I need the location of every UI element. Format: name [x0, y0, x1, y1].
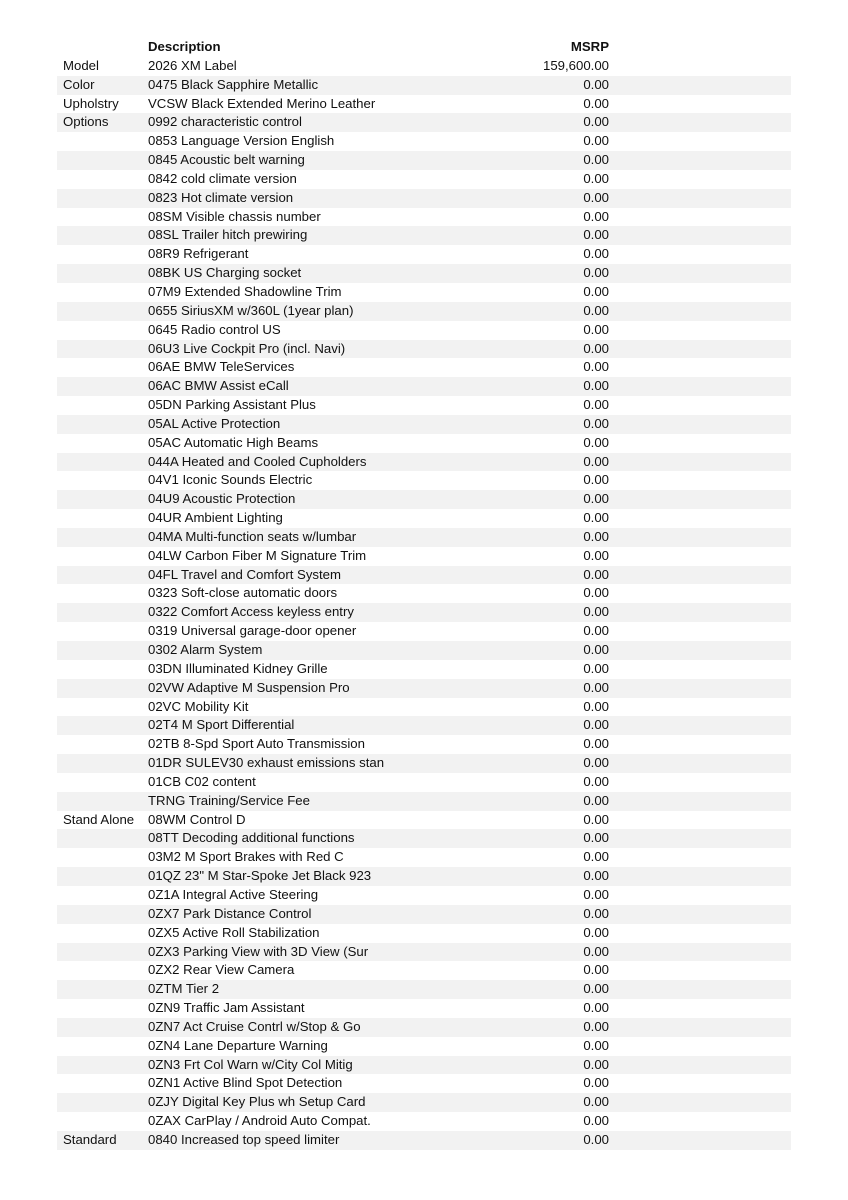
table-header — [57, 38, 791, 57]
table-row — [57, 396, 791, 415]
description-cell: 04V1 Iconic Sounds Electric — [148, 472, 313, 488]
table-row — [57, 283, 791, 302]
description-cell: 0845 Acoustic belt warning — [148, 152, 305, 168]
table-row — [57, 980, 791, 999]
price-sheet — [57, 38, 791, 1150]
msrp-cell: 0.00 — [583, 717, 609, 733]
msrp-cell: 0.00 — [583, 1018, 609, 1034]
description-cell: 0ZX2 Rear View Camera — [148, 962, 295, 978]
description-cell: 04MA Multi-function seats w/lumbar — [148, 528, 357, 544]
table-row — [57, 57, 791, 76]
description-cell: 0ZN1 Active Blind Spot Detection — [148, 1075, 343, 1091]
description-cell: 05DN Parking Assistant Plus — [148, 397, 316, 413]
description-cell: 0840 Increased top speed limiter — [148, 1131, 340, 1147]
msrp-cell: 0.00 — [583, 472, 609, 488]
description-cell: 0ZX3 Parking View with 3D View (Sur — [148, 943, 369, 959]
msrp-cell: 0.00 — [583, 528, 609, 544]
description-cell: 044A Heated and Cooled Cupholders — [148, 453, 367, 469]
category-cell: Options — [63, 114, 109, 130]
description-cell: 2026 XM Label — [148, 57, 237, 73]
table-row — [57, 151, 791, 170]
msrp-cell: 0.00 — [583, 566, 609, 582]
table-row — [57, 792, 791, 811]
category-cell: Color — [63, 76, 95, 92]
description-cell: 0322 Comfort Access keyless entry — [148, 604, 354, 620]
msrp-cell: 0.00 — [583, 114, 609, 130]
description-cell: 04UR Ambient Lighting — [148, 510, 283, 526]
table-row — [57, 340, 791, 359]
table-row — [57, 622, 791, 641]
description-cell: 0ZN7 Act Cruise Contrl w/Stop & Go — [148, 1018, 361, 1034]
table-row — [57, 698, 791, 717]
table-row — [57, 848, 791, 867]
description-cell: 0ZN4 Lane Departure Warning — [148, 1037, 328, 1053]
description-cell: 06U3 Live Cockpit Pro (incl. Navi) — [148, 340, 346, 356]
msrp-cell: 0.00 — [583, 491, 609, 507]
table-row — [57, 113, 791, 132]
msrp-cell: 0.00 — [583, 397, 609, 413]
description-cell: 0323 Soft-close automatic doors — [148, 585, 338, 601]
table-row — [57, 811, 791, 830]
msrp-cell: 0.00 — [583, 510, 609, 526]
msrp-cell: 0.00 — [583, 736, 609, 752]
table-row — [57, 999, 791, 1018]
description-cell: 02VC Mobility Kit — [148, 698, 249, 714]
table-row — [57, 1112, 791, 1131]
description-cell: 01QZ 23" M Star-Spoke Jet Black 923 — [148, 868, 372, 884]
table-row — [57, 1056, 791, 1075]
msrp-cell: 0.00 — [583, 886, 609, 902]
table-row — [57, 566, 791, 585]
description-cell: 0475 Black Sapphire Metallic — [148, 76, 319, 92]
msrp-cell: 0.00 — [583, 321, 609, 337]
table-row — [57, 905, 791, 924]
description-cell: TRNG Training/Service Fee — [148, 792, 310, 808]
msrp-cell: 0.00 — [583, 133, 609, 149]
description-cell: 08WM Control D — [148, 811, 246, 827]
msrp-cell: 0.00 — [583, 679, 609, 695]
table-row — [57, 453, 791, 472]
table-row — [57, 358, 791, 377]
description-cell: 08TT Decoding additional functions — [148, 830, 355, 846]
msrp-cell: 0.00 — [583, 604, 609, 620]
description-cell: 02VW Adaptive M Suspension Pro — [148, 679, 350, 695]
msrp-cell: 0.00 — [583, 302, 609, 318]
description-cell: 07M9 Extended Shadowline Trim — [148, 283, 342, 299]
msrp-cell: 0.00 — [583, 811, 609, 827]
msrp-cell: 0.00 — [583, 585, 609, 601]
description-cell: VCSW Black Extended Merino Leather — [148, 95, 376, 111]
description-cell: 04U9 Acoustic Protection — [148, 491, 296, 507]
table-row — [57, 226, 791, 245]
msrp-cell: 0.00 — [583, 189, 609, 205]
msrp-cell: 0.00 — [583, 1037, 609, 1053]
msrp-cell: 0.00 — [583, 208, 609, 224]
msrp-cell: 0.00 — [583, 1113, 609, 1129]
table-row — [57, 547, 791, 566]
category-cell: Stand Alone — [63, 811, 135, 827]
table-row — [57, 867, 791, 886]
table-row — [57, 132, 791, 151]
table-row — [57, 302, 791, 321]
category-cell: Model — [63, 57, 99, 73]
table-row — [57, 321, 791, 340]
table-row — [57, 1093, 791, 1112]
description-header: Description — [148, 39, 221, 54]
description-cell: 0ZTM Tier 2 — [148, 981, 220, 997]
description-cell: 03M2 M Sport Brakes with Red C — [148, 849, 344, 865]
table-row — [57, 95, 791, 114]
msrp-cell: 0.00 — [583, 170, 609, 186]
msrp-cell: 0.00 — [583, 227, 609, 243]
msrp-cell: 0.00 — [583, 905, 609, 921]
description-cell: 0Z1A Integral Active Steering — [148, 886, 319, 902]
description-cell: 05AL Active Protection — [148, 415, 281, 431]
description-cell: 08BK US Charging socket — [148, 265, 302, 281]
table-row — [57, 509, 791, 528]
category-cell: Upholstry — [63, 95, 119, 111]
description-cell: 02T4 M Sport Differential — [148, 717, 295, 733]
table-row — [57, 829, 791, 848]
msrp-cell: 0.00 — [583, 623, 609, 639]
description-cell: 0319 Universal garage-door opener — [148, 623, 357, 639]
msrp-cell: 0.00 — [583, 547, 609, 563]
table-body — [57, 57, 791, 1150]
description-cell: 06AC BMW Assist eCall — [148, 378, 289, 394]
description-cell: 01CB C02 content — [148, 773, 256, 789]
description-cell: 0ZAX CarPlay / Android Auto Compat. — [148, 1113, 371, 1129]
msrp-header: MSRP — [570, 39, 609, 54]
msrp-cell: 0.00 — [583, 453, 609, 469]
msrp-cell: 159,600.00 — [542, 57, 609, 73]
table-row — [57, 490, 791, 509]
msrp-cell: 0.00 — [583, 152, 609, 168]
table-row — [57, 377, 791, 396]
msrp-cell: 0.00 — [583, 962, 609, 978]
table-row — [57, 1131, 791, 1150]
description-cell: 03DN Illuminated Kidney Grille — [148, 660, 328, 676]
description-cell: 0823 Hot climate version — [148, 189, 294, 205]
table-row — [57, 208, 791, 227]
table-row — [57, 76, 791, 95]
msrp-cell: 0.00 — [583, 359, 609, 375]
msrp-cell: 0.00 — [583, 265, 609, 281]
table-row — [57, 603, 791, 622]
msrp-cell: 0.00 — [583, 792, 609, 808]
msrp-cell: 0.00 — [583, 340, 609, 356]
table-row — [57, 1018, 791, 1037]
table-row — [57, 924, 791, 943]
description-cell: 04FL Travel and Comfort System — [148, 566, 342, 582]
msrp-cell: 0.00 — [583, 434, 609, 450]
description-cell: 08R9 Refrigerant — [148, 246, 249, 262]
table-row — [57, 584, 791, 603]
description-cell: 0ZX7 Park Distance Control — [148, 905, 312, 921]
table-row — [57, 735, 791, 754]
table-row — [57, 943, 791, 962]
table-row — [57, 434, 791, 453]
msrp-cell: 0.00 — [583, 246, 609, 262]
description-cell: 0302 Alarm System — [148, 642, 263, 657]
msrp-cell: 0.00 — [583, 773, 609, 789]
description-cell: 0645 Radio control US — [148, 321, 281, 337]
table-row — [57, 415, 791, 434]
msrp-cell: 0.00 — [583, 849, 609, 865]
msrp-cell: 0.00 — [583, 378, 609, 394]
table-row — [57, 773, 791, 792]
description-cell: 0842 cold climate version — [148, 170, 297, 186]
table-row — [57, 961, 791, 980]
msrp-cell: 0.00 — [583, 1131, 609, 1147]
msrp-cell: 0.00 — [583, 283, 609, 299]
description-cell: 0ZX5 Active Roll Stabilization — [148, 924, 320, 940]
description-cell: 08SL Trailer hitch prewiring — [148, 227, 308, 243]
table-row — [57, 245, 791, 264]
msrp-cell: 0.00 — [583, 1094, 609, 1110]
table-row — [57, 170, 791, 189]
msrp-cell: 0.00 — [583, 660, 609, 676]
description-cell: 0992 characteristic control — [148, 114, 302, 130]
description-cell: 0ZJY Digital Key Plus wh Setup Card — [148, 1094, 366, 1110]
msrp-cell: 0.00 — [583, 642, 609, 657]
msrp-cell: 0.00 — [583, 943, 609, 959]
table-row — [57, 471, 791, 490]
description-cell: 0655 SiriusXM w/360L (1year plan) — [148, 302, 354, 318]
description-cell: 02TB 8-Spd Sport Auto Transmission — [148, 736, 365, 752]
table-row — [57, 716, 791, 735]
table-row — [57, 754, 791, 773]
description-cell: 0ZN3 Frt Col Warn w/City Col Mitig — [148, 1056, 353, 1072]
table-row — [57, 641, 791, 660]
msrp-cell: 0.00 — [583, 95, 609, 111]
msrp-cell: 0.00 — [583, 1075, 609, 1091]
table-row — [57, 189, 791, 208]
description-cell: 06AE BMW TeleServices — [148, 359, 295, 375]
category-cell: Standard — [63, 1131, 117, 1147]
msrp-cell: 0.00 — [583, 415, 609, 431]
msrp-cell: 0.00 — [583, 1056, 609, 1072]
description-cell: 0ZN9 Traffic Jam Assistant — [148, 1000, 305, 1016]
msrp-cell: 0.00 — [583, 1000, 609, 1016]
msrp-cell: 0.00 — [583, 981, 609, 997]
msrp-cell: 0.00 — [583, 698, 609, 714]
table-row — [57, 679, 791, 698]
description-cell: 08SM Visible chassis number — [148, 208, 321, 224]
description-cell: 01DR SULEV30 exhaust emissions stan — [148, 755, 385, 771]
description-cell: 04LW Carbon Fiber M Signature Trim — [148, 547, 367, 563]
description-cell: 05AC Automatic High Beams — [148, 434, 319, 450]
table-row — [57, 660, 791, 679]
msrp-cell: 0.00 — [583, 830, 609, 846]
msrp-cell: 0.00 — [583, 76, 609, 92]
msrp-cell: 0.00 — [583, 868, 609, 884]
msrp-cell: 0.00 — [583, 924, 609, 940]
table-row — [57, 886, 791, 905]
table-row — [57, 528, 791, 547]
table-row — [57, 1037, 791, 1056]
table-row — [57, 1074, 791, 1093]
msrp-cell: 0.00 — [583, 755, 609, 771]
table-row — [57, 264, 791, 283]
description-cell: 0853 Language Version English — [148, 133, 335, 149]
